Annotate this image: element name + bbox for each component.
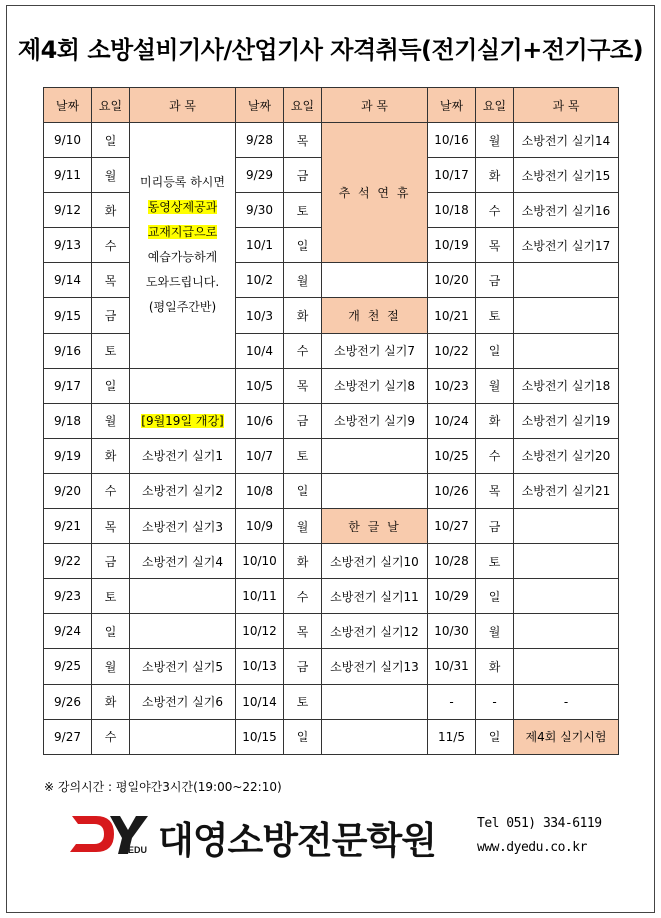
subject-cell: 소방전기 실기4 (130, 544, 236, 579)
date-cell: 10/20 (428, 263, 476, 298)
date-cell: 10/10 (236, 544, 284, 579)
date-cell: 9/24 (44, 614, 92, 649)
subject-cell: 소방전기 실기3 (130, 509, 236, 544)
contact-info (477, 812, 602, 860)
subject-cell (514, 544, 619, 579)
table-row (44, 649, 619, 684)
note-line: 도와드립니다. (145, 275, 220, 290)
subject-cell: 소방전기 실기15 (514, 158, 619, 193)
day-cell: 월 (92, 158, 130, 193)
day-cell: 수 (92, 473, 130, 508)
subject-cell (322, 719, 428, 754)
note-highlight: 교재지급으로 (147, 225, 218, 240)
day-cell: 토 (92, 333, 130, 368)
day-cell: 금 (284, 649, 322, 684)
header-subject: 과 목 (322, 88, 428, 123)
day-cell: 월 (476, 123, 514, 158)
date-cell: 9/28 (236, 123, 284, 158)
header-subject: 과 목 (130, 88, 236, 123)
date-cell: 10/2 (236, 263, 284, 298)
day-cell: 토 (284, 438, 322, 473)
date-cell: 10/5 (236, 368, 284, 403)
header-day: 요일 (476, 88, 514, 123)
date-cell: 10/11 (236, 579, 284, 614)
date-cell: 10/24 (428, 403, 476, 438)
day-cell: 월 (476, 368, 514, 403)
date-cell: 9/21 (44, 509, 92, 544)
date-cell: 9/17 (44, 368, 92, 403)
date-cell: 10/8 (236, 473, 284, 508)
day-cell: 화 (284, 544, 322, 579)
day-cell: 목 (92, 509, 130, 544)
subject-cell (130, 719, 236, 754)
day-cell: 월 (476, 614, 514, 649)
subject-cell: 소방전기 실기5 (130, 649, 236, 684)
logo-edu-text: EDU (128, 845, 148, 855)
date-cell: 9/26 (44, 684, 92, 719)
header-day: 요일 (92, 88, 130, 123)
subject-cell (514, 298, 619, 333)
day-cell: 금 (284, 403, 322, 438)
subject-cell: - (514, 684, 619, 719)
header-date: 날짜 (236, 88, 284, 123)
subject-cell: 소방전기 실기17 (514, 228, 619, 263)
table-row (44, 719, 619, 754)
date-cell: 10/21 (428, 298, 476, 333)
day-cell: 화 (92, 193, 130, 228)
day-cell: 금 (92, 544, 130, 579)
date-cell: 10/27 (428, 509, 476, 544)
date-cell: 10/22 (428, 333, 476, 368)
date-cell: 9/13 (44, 228, 92, 263)
date-cell: 9/23 (44, 579, 92, 614)
academy-name: 대영소방전문학원 (158, 819, 436, 862)
date-cell: 9/29 (236, 158, 284, 193)
date-cell: 10/4 (236, 333, 284, 368)
day-cell: 수 (476, 193, 514, 228)
day-cell: 목 (284, 368, 322, 403)
subject-cell: 소방전기 실기1 (130, 438, 236, 473)
header-date: 날짜 (428, 88, 476, 123)
subject-cell: 소방전기 실기11 (322, 579, 428, 614)
table-row (44, 684, 619, 719)
date-cell: 10/15 (236, 719, 284, 754)
table-row (44, 438, 619, 473)
day-cell: 목 (284, 614, 322, 649)
day-cell: 일 (476, 333, 514, 368)
subject-cell (514, 263, 619, 298)
day-cell: 토 (476, 298, 514, 333)
date-cell: 9/10 (44, 123, 92, 158)
note-line: (평일주간반) (148, 300, 217, 315)
date-cell: 10/17 (428, 158, 476, 193)
subject-cell (322, 438, 428, 473)
date-cell: 11/5 (428, 719, 476, 754)
subject-cell: 소방전기 실기16 (514, 193, 619, 228)
day-cell: 금 (284, 158, 322, 193)
date-cell: 10/23 (428, 368, 476, 403)
subject-cell (514, 333, 619, 368)
subject-cell: 소방전기 실기14 (514, 123, 619, 158)
chuseok-holiday-cell: 추 석 연 휴 (322, 123, 428, 263)
schedule-table (43, 87, 619, 755)
subject-cell: 소방전기 실기20 (514, 438, 619, 473)
date-cell: 10/25 (428, 438, 476, 473)
day-cell: 일 (284, 719, 322, 754)
note-highlight: 동영상제공과 (147, 200, 218, 215)
subject-cell (514, 509, 619, 544)
subject-cell: 소방전기 실기18 (514, 368, 619, 403)
date-cell: 10/28 (428, 544, 476, 579)
subject-cell: 소방전기 실기7 (322, 333, 428, 368)
date-cell: 10/19 (428, 228, 476, 263)
contact-website[interactable]: www.dyedu.co.kr (477, 840, 587, 855)
subject-cell (514, 579, 619, 614)
date-cell: 10/12 (236, 614, 284, 649)
date-cell: 10/31 (428, 649, 476, 684)
subject-cell (322, 473, 428, 508)
header-date: 날짜 (44, 88, 92, 123)
contact-phone: Tel 051) 334-6119 (477, 816, 602, 831)
day-cell: 화 (476, 403, 514, 438)
day-cell: - (476, 684, 514, 719)
date-cell: 10/16 (428, 123, 476, 158)
day-cell: 화 (92, 438, 130, 473)
note-line: 미리등록 하시면 (140, 175, 225, 190)
date-cell: 10/29 (428, 579, 476, 614)
exam-date-cell: 제4회 실기시험 (514, 719, 619, 754)
day-cell: 수 (284, 579, 322, 614)
table-row (44, 473, 619, 508)
note-line: 예습가능하게 (147, 250, 218, 265)
header-row (44, 88, 619, 123)
day-cell: 일 (476, 579, 514, 614)
day-cell: 화 (476, 158, 514, 193)
day-cell: 금 (476, 509, 514, 544)
date-cell: 9/16 (44, 333, 92, 368)
subject-cell (514, 614, 619, 649)
date-cell: 9/20 (44, 473, 92, 508)
subject-cell (130, 579, 236, 614)
day-cell: 수 (92, 228, 130, 263)
day-cell: 목 (92, 263, 130, 298)
subject-cell: 소방전기 실기12 (322, 614, 428, 649)
table-row (44, 123, 619, 158)
date-cell: 10/9 (236, 509, 284, 544)
day-cell: 수 (476, 438, 514, 473)
table-row (44, 579, 619, 614)
subject-cell (322, 263, 428, 298)
date-cell: 9/14 (44, 263, 92, 298)
day-cell: 월 (284, 263, 322, 298)
page-title: 제4회 소방설비기사/산업기사 자격취득(전기실기+전기구조) (17, 36, 644, 64)
course-start-highlight: [9월19일 개강] (141, 414, 224, 429)
day-cell: 목 (476, 228, 514, 263)
preregistration-note (130, 123, 236, 369)
table-row (44, 403, 619, 438)
subject-cell: 소방전기 실기6 (130, 684, 236, 719)
date-cell: 9/27 (44, 719, 92, 754)
date-cell: 10/1 (236, 228, 284, 263)
date-cell: 10/26 (428, 473, 476, 508)
subject-cell (130, 368, 236, 403)
day-cell: 토 (284, 193, 322, 228)
lecture-time-note: ※ 강의시간 : 평일야간3시간(19:00~22:10) (44, 780, 282, 794)
day-cell: 목 (284, 123, 322, 158)
day-cell: 금 (92, 298, 130, 333)
subject-cell (514, 649, 619, 684)
day-cell: 일 (476, 719, 514, 754)
header-day: 요일 (284, 88, 322, 123)
day-cell: 화 (284, 298, 322, 333)
header-subject: 과 목 (514, 88, 619, 123)
day-cell: 일 (284, 473, 322, 508)
date-cell: 9/15 (44, 298, 92, 333)
table-row (44, 368, 619, 403)
day-cell: 수 (284, 333, 322, 368)
date-cell: 9/12 (44, 193, 92, 228)
day-cell: 금 (476, 263, 514, 298)
day-cell: 월 (92, 649, 130, 684)
date-cell: - (428, 684, 476, 719)
hangeul-day-holiday-cell: 한 글 날 (322, 509, 428, 544)
day-cell: 토 (284, 684, 322, 719)
subject-cell: 소방전기 실기13 (322, 649, 428, 684)
date-cell: 10/30 (428, 614, 476, 649)
subject-cell: 소방전기 실기21 (514, 473, 619, 508)
subject-cell: 소방전기 실기2 (130, 473, 236, 508)
date-cell: 10/18 (428, 193, 476, 228)
table-row (44, 544, 619, 579)
day-cell: 일 (92, 123, 130, 158)
day-cell: 토 (476, 544, 514, 579)
date-cell: 9/22 (44, 544, 92, 579)
day-cell: 화 (92, 684, 130, 719)
day-cell: 월 (92, 403, 130, 438)
date-cell: 9/25 (44, 649, 92, 684)
date-cell: 10/13 (236, 649, 284, 684)
day-cell: 목 (476, 473, 514, 508)
date-cell: 10/7 (236, 438, 284, 473)
gaecheonjeol-holiday-cell: 개 천 절 (322, 298, 428, 333)
subject-cell: 소방전기 실기9 (322, 403, 428, 438)
subject-cell (130, 614, 236, 649)
date-cell: 10/3 (236, 298, 284, 333)
date-cell: 10/14 (236, 684, 284, 719)
subject-cell (130, 403, 236, 438)
date-cell: 9/18 (44, 403, 92, 438)
day-cell: 일 (92, 614, 130, 649)
subject-cell: 소방전기 실기8 (322, 368, 428, 403)
date-cell: 10/6 (236, 403, 284, 438)
subject-cell (322, 684, 428, 719)
date-cell: 9/19 (44, 438, 92, 473)
day-cell: 수 (92, 719, 130, 754)
day-cell: 토 (92, 579, 130, 614)
day-cell: 일 (92, 368, 130, 403)
subject-cell: 소방전기 실기10 (322, 544, 428, 579)
table-row (44, 509, 619, 544)
day-cell: 월 (284, 509, 322, 544)
date-cell: 9/30 (236, 193, 284, 228)
day-cell: 화 (476, 649, 514, 684)
date-cell: 9/11 (44, 158, 92, 193)
subject-cell: 소방전기 실기19 (514, 403, 619, 438)
table-row (44, 614, 619, 649)
day-cell: 일 (284, 228, 322, 263)
